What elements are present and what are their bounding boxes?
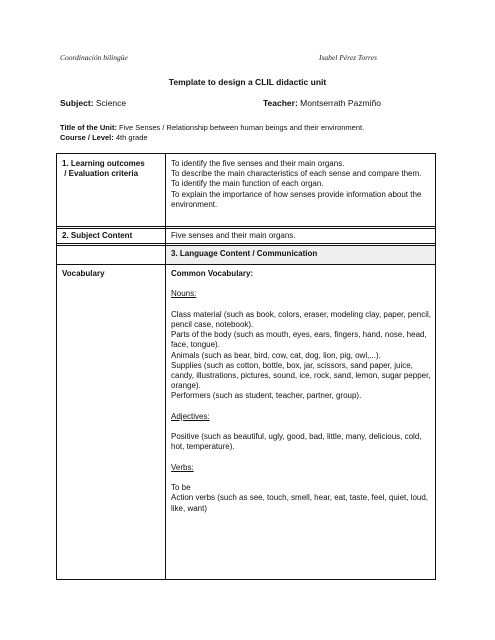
learning-outcome-item: To identify the five senses and their main organs. xyxy=(171,159,345,168)
teacher-line xyxy=(263,98,381,108)
language-content-heading: 3. Language Content / Communication xyxy=(171,249,318,258)
learning-outcome-item: To identify the main function of each organ. xyxy=(171,179,324,189)
unit-title-label: Title of the Unit: xyxy=(60,123,117,132)
row-divider-1 xyxy=(57,226,435,229)
subject-label: Subject: xyxy=(60,98,94,108)
teacher-value: Montserrath Pazmiño xyxy=(297,98,381,108)
common-vocabulary-heading: Common Vocabulary: xyxy=(171,269,254,278)
vocabulary-label: Vocabulary xyxy=(62,269,105,278)
course-value: 4th grade xyxy=(113,133,148,142)
verb-item: To be xyxy=(171,483,191,493)
learning-outcomes-list xyxy=(171,159,433,210)
course-line xyxy=(60,133,148,142)
document-title: Template to design a CLIL didactic unit xyxy=(168,77,327,87)
learning-outcomes-label: 1. Learning outcomes / Evaluation criteria xyxy=(62,159,145,179)
subject-content-value: Five senses and their main organs. xyxy=(171,231,296,240)
teacher-label: Teacher: xyxy=(263,98,298,108)
row-divider-2 xyxy=(57,243,435,246)
unit-title-value: Five Senses / Relationship between human beings and their environment. xyxy=(116,123,365,132)
noun-item: Supplies (such as cotton, bottle, box, jar, scissors, sand paper, juice, candy, illustrations, pictures, sound, ice, rock, sand, lemon, sugar pepper, orange). xyxy=(171,360,431,391)
header-right: Isabel Pérez Torres xyxy=(319,53,377,62)
verbs-heading: Verbs: xyxy=(171,462,194,472)
subject-value: Science xyxy=(93,98,127,108)
column-divider xyxy=(165,154,166,579)
verb-item: Action verbs (such as see, touch, smell, hear, eat, taste, feel, quiet, loud, like, want) xyxy=(171,493,429,513)
header-left: Coordinación bilingüe xyxy=(60,53,128,62)
subject-line xyxy=(60,98,126,108)
learning-outcome-item: To explain the importance of how senses provide information about the environment. xyxy=(171,189,422,209)
noun-item: Performers (such as student, teacher, partner, group). xyxy=(171,391,362,401)
adjectives-item: Positive (such as beautiful, ugly, good, bad, little, many, delicious, cold, hot, temperature). xyxy=(171,432,422,452)
unit-title-line xyxy=(60,123,364,132)
noun-item: Animals (such as bear, bird, cow, cat, dog, lion, pig, owl,...). xyxy=(171,350,381,360)
learning-outcome-item: To describe the main characteristics of each sense and compare them. xyxy=(171,169,422,179)
course-label: Course / Level: xyxy=(60,133,114,142)
subject-content-label: 2. Subject Content xyxy=(62,231,133,240)
noun-item: Class material (such as book, colors, eraser, modeling clay, paper, pencil, pencil case, notebook). xyxy=(171,309,431,329)
row-divider-3 xyxy=(57,264,435,265)
vocabulary-content xyxy=(171,269,433,514)
nouns-heading: Nouns: xyxy=(171,289,197,299)
unit-table xyxy=(56,153,436,580)
adjectives-heading: Adjectives: xyxy=(171,411,210,421)
noun-item: Parts of the body (such as mouth, eyes, ears, fingers, hand, nose, head, face, tongue). xyxy=(171,330,427,350)
